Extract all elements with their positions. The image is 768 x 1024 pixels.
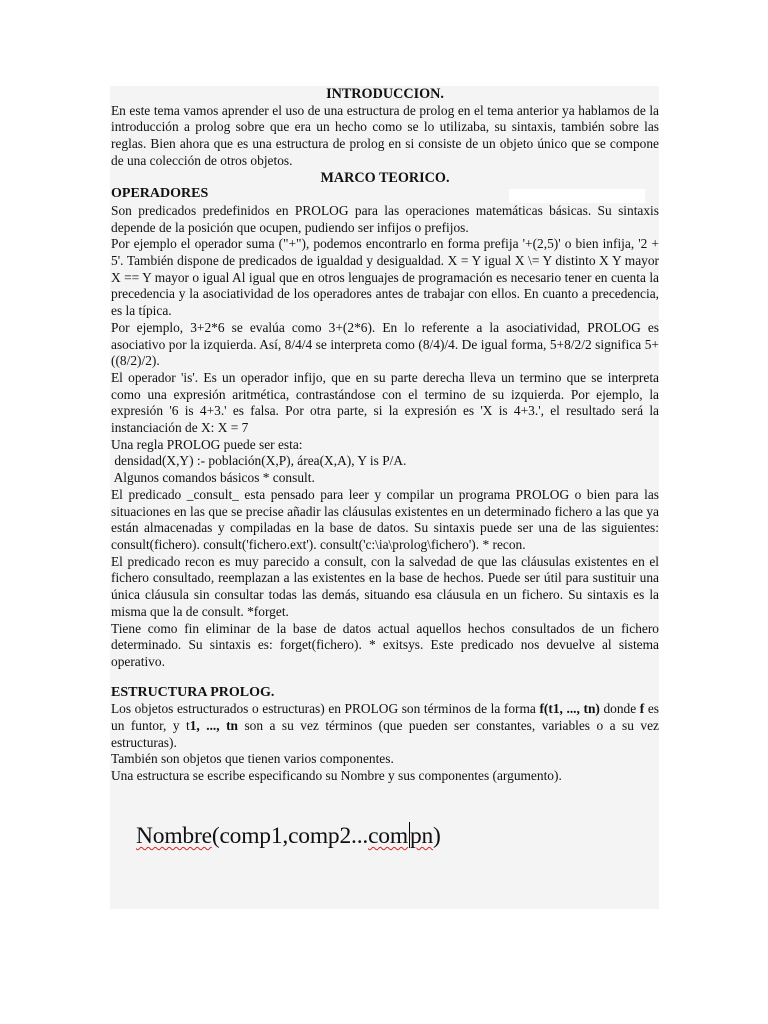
estructura-text-g: son a su vez términos (que pueden ser constantes, variables o a su vez estructuras). bbox=[111, 718, 659, 750]
estructura-text-c: donde bbox=[599, 701, 640, 717]
paragraph-suma: Por ejemplo el operador suma ("+"), podemos encontrarlo en forma prefija '+(2,5)' o bien infija, '2 + 5'. También dispone de predicados de igualdad y desigualdad. X = Y igual X \= Y distinto X Y mayor X == Y mayor o igual Al igual que en otros lenguajes de programación es necesario tener en cuenta la precedencia y la asociatividad de los operadores antes de trabajar con ellos. En cuanto a precedencia, es la típica. bbox=[111, 236, 659, 319]
paragraph-ejemplo: Por ejemplo, 3+2*6 se evalúa como 3+(2*6). En lo referente a la asociatividad, PROLOG es asociativo por la izquierda. Así, 8/4/4 se interpreta como (8/4)/4. De igual forma, 5+8/2/2 significa 5+((8/2)/2). bbox=[111, 319, 659, 369]
paragraph-is: El operador 'is'. Es un operador infijo, que en su parte derecha lleva un termino que se interpreta como una expresión aritmética, contrastándose con el termino de su izquierda. Por ejemplo, la expresión '6 is 4+3.' es falsa. Por otra parte, si la expresión es 'X is 4+3.', el resultado será la instanciación de X: X = 7 bbox=[111, 369, 659, 436]
operadores-heading-row bbox=[110, 186, 659, 203]
estructura-text-a: Los objetos estructurados o estructuras) en PROLOG son términos de la forma bbox=[111, 701, 540, 717]
formula-image bbox=[110, 797, 659, 909]
formula-text bbox=[136, 821, 441, 851]
formula-com: com bbox=[368, 822, 408, 849]
line-nombre: Una estructura se escribe especificando su Nombre y sus componentes (argumento). bbox=[111, 768, 562, 784]
paragraph-consult: El predicado _consult_ esta pensado para leer y compilar un programa PROLOG o bien para las situaciones en las que se precise añadir las cláusulas existentes en un determinado fichero a las que ya están almacenadas y compiladas en la base de datos. Su sintaxis puede ser una de las siguientes: consult(fichero). consult('fichero.ext'). consult('c:\ia\prolog\fichero'). * recon. bbox=[111, 486, 659, 552]
line-densidad: densidad(X,Y) :- población(X,P), área(X,A), Y is P/A. bbox=[111, 453, 407, 469]
formula-nombre: Nombre bbox=[136, 822, 212, 849]
estructura-terms: 1, ..., tn bbox=[189, 718, 238, 734]
formula-pn: pn bbox=[409, 822, 434, 849]
document-body bbox=[110, 86, 659, 909]
intro-title: INTRODUCCION. bbox=[326, 86, 444, 102]
blank-line bbox=[110, 671, 659, 685]
estructura-functor: f bbox=[639, 701, 645, 717]
estructura-heading: ESTRUCTURA PROLOG. bbox=[111, 684, 275, 700]
paragraph-predicados: Son predicados predefinidos en PROLOG para las operaciones matemáticas básicas. Su sintaxis depende de la posición que ocupen, pudiendo ser infijos o prefijos. bbox=[111, 202, 659, 235]
paragraph-forget: Tiene como fin eliminar de la base de datos actual aquellos hechos consultados de un fichero determinado. Su sintaxis es: forget(fichero). * exitsys. Este predicado nos devuelve al sistema operativo. bbox=[111, 620, 659, 669]
intro-paragraph: En este tema vamos aprender el uso de una estructura de prolog en el tema anterior ya hablamos de la introducción a prolog sobre que era un hecho como se lo utilizaba, su sintaxis, también sobre las reglas. Bien ahora que es una estructura de prolog en si consiste de un objeto único que se compone de una colección de otros objetos. bbox=[111, 102, 659, 168]
line-componentes: También son objetos que tienen varios componentes. bbox=[111, 751, 394, 767]
estructura-text-d: es un funtor, y t bbox=[111, 701, 660, 734]
estructura-term-f: f(t1, ..., tn) bbox=[539, 701, 600, 717]
formula-close: ) bbox=[433, 822, 441, 849]
line-regla: Una regla PROLOG puede ser esta: bbox=[111, 436, 303, 452]
line-comandos: Algunos comandos básicos * consult. bbox=[111, 470, 315, 486]
operadores-heading: OPERADORES bbox=[111, 186, 209, 202]
blank-highlight bbox=[509, 189, 645, 203]
formula-fill bbox=[475, 797, 659, 909]
paragraph-estructura bbox=[110, 701, 659, 751]
formula-args: (comp1,comp2... bbox=[211, 822, 369, 849]
marco-title: MARCO TEORICO. bbox=[320, 169, 450, 186]
paragraph-recon: El predicado recon es muy parecido a consult, con la salvedad de que las cláusulas existentes en el fichero consultado, reemplazan a las existentes en la base de hechos. Puede ser útil para sustituir una única cláusula sin consultar todas las demás, situando esa cláusula en un fichero. Su sintaxis es la misma que la de consult. *forget. bbox=[111, 553, 659, 619]
